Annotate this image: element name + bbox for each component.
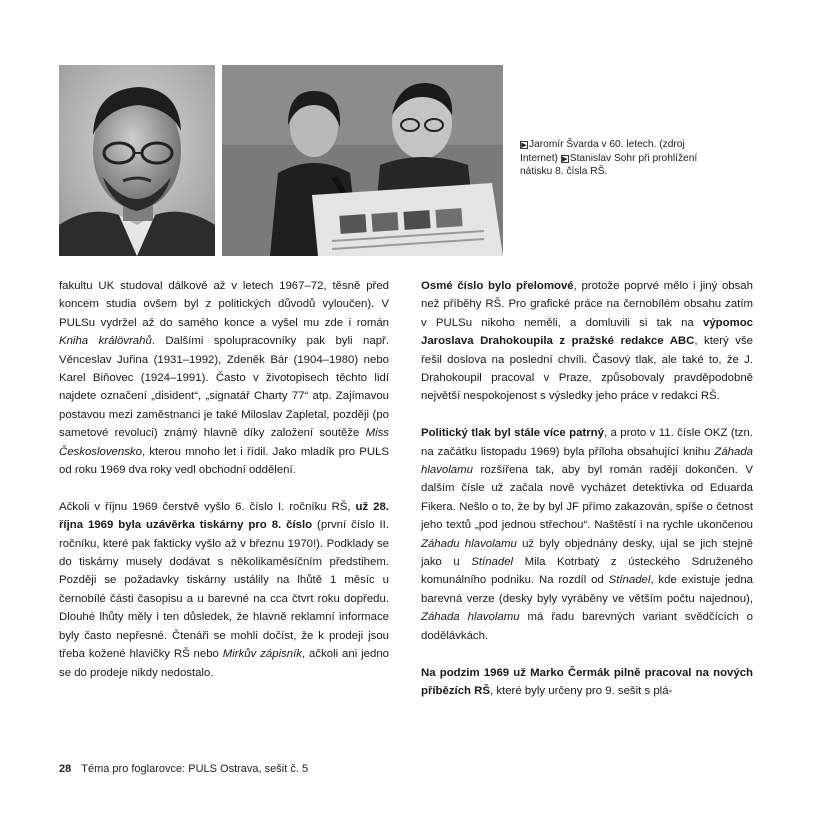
italic-title: Záhada hlavolamu [421,445,753,477]
bold-emphasis: už 28. října 1969 byla uzávěrka tiskárny pro 8. číslo [59,500,389,532]
italic-title: Kniha králövrahů [59,335,152,348]
italic-title: Mirkův zápisník [222,648,302,661]
proof-review-photo-graphic [222,65,503,256]
bold-emphasis: Na podzim 1969 už Marko Čermák pilně pracoval na nových příbězích RŠ [421,666,753,697]
italic-title: Záhada hlavolamu [421,611,520,624]
text-run: (první číslo II. ročníku, které pak fakticky vyšlo až v březnu 1970!). Podklady se do tiskárny musely dodávat s několikaměsíčním předstihem. Později se požadavky tiskárny ustálily na lhůtě 1 měsíc u černobílé části časopisu a u barevné na cca čtvrt roku dopředu. Dlouhé lhůty měly i ten důsledek, že hlavně reklamní informace byly často nepřesné. Čtenáři se mohli dočíst, že k prodeji jsou třeba kožené hlavičky RŠ nebo [59,519,389,661]
italic-title: Stínadel [471,556,514,569]
footer-title: Téma pro foglarovce: PULS Ostrava, sešit č. 5 [81,763,309,775]
bold-emphasis: výpomoc Jaroslava Drahokoupila z pražské redakce ABC [421,316,753,348]
bold-emphasis: Osmé číslo bylo přelomové [421,280,574,292]
paragraph [59,498,389,682]
text-run: fakultu UK studoval dálkově až v letech 1967–72, těsně před koncem studia ovšem byl z politických důvodů vyloučen). V PULSu vydržel až do samého konce a vyšel mu zde i román [59,280,389,329]
text-column-right [421,277,753,700]
text-run: už byly objednány desky, ujal se jich stejně jako u [421,537,754,569]
text-run: Ačkoli v říjnu 1969 čerstvě vyšlo 6. číslo I. ročníku RŠ, [59,500,356,513]
text-column-left [59,277,389,682]
text-run: , ačkoli ani jedno se do prodeje nikdy nedostalo. [59,648,389,679]
caption-marker-icon: ▶ [521,142,527,149]
text-run: , a proto v 11. čísle OKZ (tzn. na začátku listopadu 1969) byla příloha obsahující knihu [421,427,753,458]
page-footer [59,763,308,775]
portrait-photo-graphic [59,65,215,256]
paragraph [421,664,753,701]
caption-marker-icon: ▶ [562,155,568,163]
text-run: má řadu barevných variant svědčících o dodělávkách. [421,611,753,642]
paragraph [421,277,753,406]
caption-line-2: Stanislav Sohr při prohlížení nátisku 8. čísla RŠ. [520,152,698,178]
paragraph [59,277,389,479]
text-run: , kde existuje jedna barevná verze (desky byly vyráběny ve větším počtu najednou), [421,574,753,605]
bold-emphasis: Politický tlak byl stále více patrný [421,427,604,440]
text-run: , které byly určeny pro 9. sešit s plá- [490,684,673,697]
text-run: Mila Kotrbatý z ústeckého Sdruženého komunálního podniku. Na rozdíl od [421,556,753,587]
paragraph [421,424,753,645]
photo-caption [520,138,720,179]
caption-line-1: Jaromír Švarda v 60. letech. (zdroj Internet) [520,139,685,164]
text-run: , protože poprvé mělo i jiný obsah než příběhy RŠ. Pro grafické práce na černobílém obsahu zatím v PULSu nikoho neměli, a domluvili si tak na [421,280,753,329]
portrait-photo [59,65,215,256]
text-run: , kterou mnoho let i řídil. Jako mladík pro PULS od roku 1969 dva roky vedl obchodní oddělení. [59,445,389,477]
text-run: , který vše řešil doslova na poslední chvíli. Časový tlak, ale také to, že J. Drahokoupil pracoval v Praze, způsobovaly pravděpodobně největší nespokojenost s výsledky jeho práce v redakci RŠ. [421,335,753,403]
text-run: rozšířena tak, aby byl román raději dokončen. V dalším čísle už začala nově vycházet detektivka od Eduarda Fikera. Nešlo o to, že by byl JF přímo zakazován, spíše o četnost jeho textů „pod jednou střechou“. Naštěstí i na rychle ukončenou [421,464,753,532]
page-number: 28 [59,763,72,775]
text-run: . Dalšími spolupracovníky pak byli např. Věnceslav Juřina (1931–1992), Zdeněk Bár (1904–1980) nebo Karel Biňovec (1924–1991). Často v životopisech těchto lidí najdete označení „disident“, „signatář Charty 77“ atp. Zajímavou postavou mezi zaměstnanci je také Miloslav Zapletal, později (po sametové revoluci) známý hlavně díky založení soutěže [59,335,389,440]
italic-title: Stínadel [608,574,651,587]
proof-review-photo [222,65,503,256]
italic-title: Miss Československo [59,427,389,458]
italic-title: Záhadu hlavolamu [421,537,517,550]
